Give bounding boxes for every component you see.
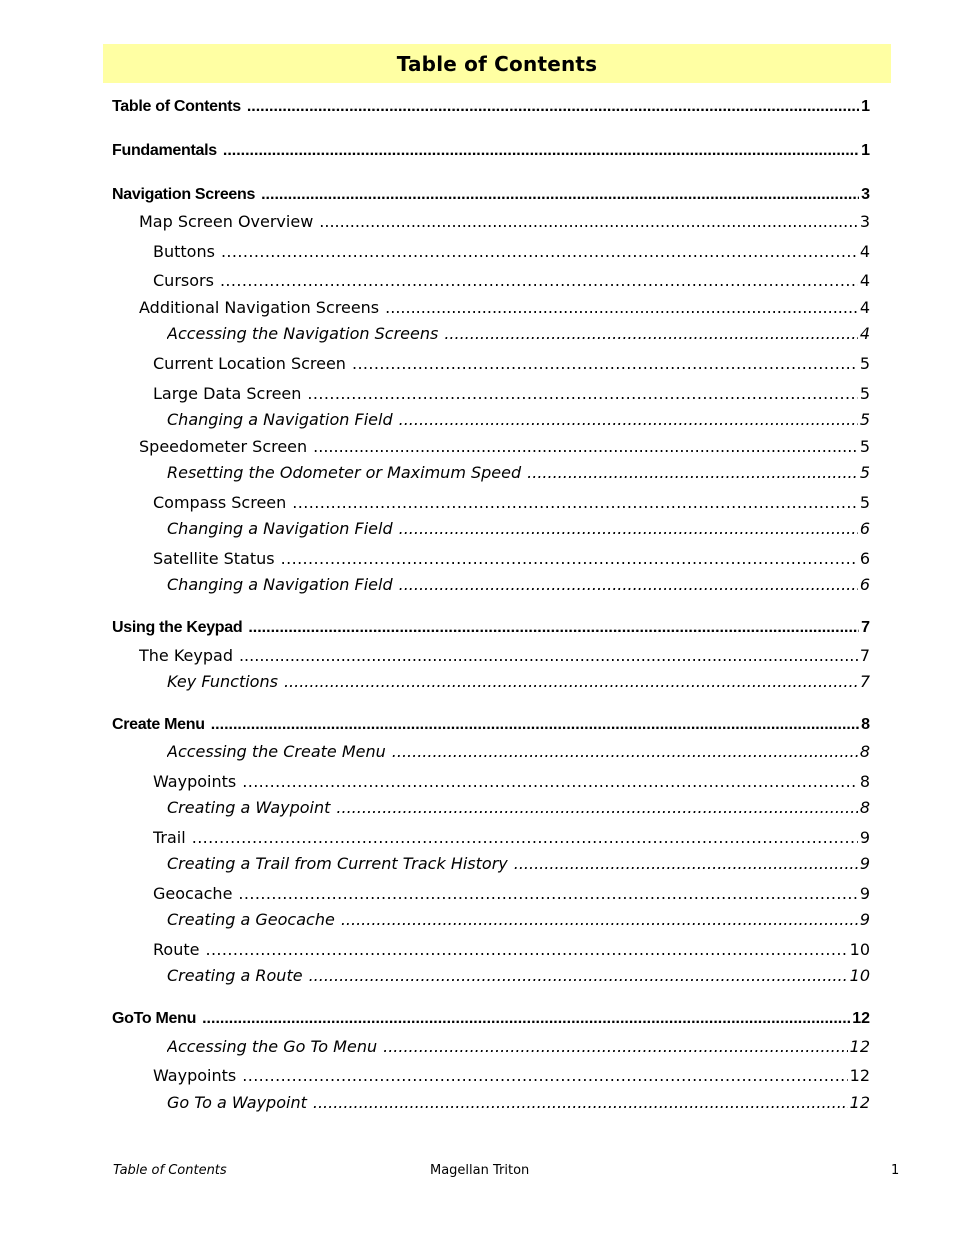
- toc-entry[interactable]: [167, 575, 870, 597]
- toc-entry[interactable]: [139, 437, 870, 459]
- toc-entry-page-number: 9: [859, 910, 870, 929]
- toc-entry-title: Creating a Trail from Current Track History: [167, 854, 508, 873]
- toc-entry[interactable]: [112, 1010, 870, 1032]
- toc-leader-dots: [242, 772, 858, 791]
- toc-entry[interactable]: [153, 354, 870, 376]
- toc-leader-dots: [336, 798, 857, 817]
- toc-entry-title: Resetting the Odometer or Maximum Speed: [167, 463, 522, 482]
- toc-entry-title: The Keypad: [139, 646, 233, 665]
- toc-entry-page-number: 8: [859, 772, 870, 791]
- toc-entry-title: Trail: [153, 828, 186, 847]
- toc-entry[interactable]: [112, 142, 870, 164]
- toc-entry-page-number: 9: [859, 828, 870, 847]
- toc-leader-dots: [211, 716, 859, 734]
- toc-leader-dots: [319, 212, 858, 231]
- toc-entry-title: GoTo Menu: [112, 1010, 197, 1027]
- toc-entry-title: Create Menu: [112, 716, 205, 733]
- toc-entry-page-number: 12: [849, 1093, 870, 1112]
- toc-entry-page-number: 8: [859, 742, 870, 761]
- toc-leader-dots: [309, 966, 848, 985]
- toc-leader-dots: [313, 1093, 848, 1112]
- toc-entry[interactable]: [153, 1066, 870, 1088]
- toc-entry-page-number: 9: [859, 884, 870, 903]
- toc-entry-page-number: 10: [849, 966, 870, 985]
- toc-entry-title: Navigation Screens: [112, 186, 256, 203]
- toc-entry-title: Map Screen Overview: [139, 212, 314, 231]
- toc-entry[interactable]: [153, 549, 870, 571]
- toc-title-banner: [103, 44, 891, 83]
- toc-entry-page-number: 1: [861, 142, 870, 159]
- toc-entry-page-number: 5: [859, 493, 870, 512]
- toc-entry-title: Waypoints: [153, 1066, 237, 1085]
- toc-entry[interactable]: [167, 966, 870, 988]
- toc-entry[interactable]: [167, 1037, 870, 1059]
- toc-entry-page-number: 4: [859, 242, 870, 261]
- toc-entry-page-number: 12: [849, 1037, 870, 1056]
- toc-entry-title: Changing a Navigation Field: [167, 410, 393, 429]
- toc-leader-dots: [399, 410, 858, 429]
- toc-entry-page-number: 8: [859, 798, 870, 817]
- toc-leader-dots: [392, 742, 858, 761]
- toc-entry-title: Additional Navigation Screens: [139, 298, 380, 317]
- toc-entry-page-number: 6: [859, 549, 870, 568]
- toc-leader-dots: [242, 1066, 847, 1085]
- toc-entry[interactable]: [153, 828, 870, 850]
- toc-entry-page-number: 6: [859, 519, 870, 538]
- toc-entry-page-number: 5: [859, 463, 870, 482]
- toc-entry[interactable]: [153, 493, 870, 515]
- footer-section-title: Table of Contents: [113, 1163, 227, 1178]
- toc-entry-page-number: 7: [859, 646, 870, 665]
- toc-leader-dots: [399, 519, 858, 538]
- footer-product-name: Magellan Triton: [430, 1163, 530, 1178]
- toc-entry-page-number: 4: [859, 271, 870, 290]
- toc-leader-dots: [307, 384, 857, 403]
- toc-leader-dots: [239, 646, 858, 665]
- toc-entry-title: Waypoints: [153, 772, 237, 791]
- toc-leader-dots: [281, 549, 858, 568]
- toc-entry[interactable]: [167, 410, 870, 432]
- toc-entry-page-number: 5: [859, 437, 870, 456]
- toc-entry-title: Changing a Navigation Field: [167, 519, 393, 538]
- toc-entry-title: Cursors: [153, 271, 214, 290]
- toc-entry-page-number: 4: [859, 324, 870, 343]
- toc-leader-dots: [292, 493, 858, 512]
- toc-entry-page-number: 5: [859, 384, 870, 403]
- toc-leader-dots: [383, 1037, 848, 1056]
- toc-leader-dots: [220, 271, 858, 290]
- toc-entry-title: Current Location Screen: [153, 354, 346, 373]
- toc-leader-dots: [192, 828, 858, 847]
- toc-leader-dots: [352, 354, 858, 373]
- toc-entry[interactable]: [153, 271, 870, 293]
- toc-leader-dots: [399, 575, 858, 594]
- toc-entry[interactable]: [153, 384, 870, 406]
- toc-entry-title: Creating a Geocache: [167, 910, 335, 929]
- toc-entry-title: Satellite Status: [153, 549, 275, 568]
- footer-page-number: 1: [891, 1163, 900, 1178]
- toc-entry[interactable]: [167, 910, 870, 932]
- toc-entry-page-number: 9: [859, 854, 870, 873]
- toc-entry-page-number: 12: [849, 1066, 870, 1085]
- toc-entry[interactable]: [112, 716, 870, 738]
- toc-entry-page-number: 4: [859, 298, 870, 317]
- toc-entry[interactable]: [153, 940, 870, 962]
- toc-leader-dots: [261, 186, 859, 204]
- toc-entry-title: Changing a Navigation Field: [167, 575, 393, 594]
- toc-entry-page-number: 3: [861, 186, 870, 203]
- toc-entry[interactable]: [153, 772, 870, 794]
- toc-entry[interactable]: [167, 854, 870, 876]
- toc-leader-dots: [284, 672, 858, 691]
- toc-leader-dots: [385, 298, 858, 317]
- toc-entry[interactable]: [139, 646, 870, 668]
- toc-entry-title: Creating a Waypoint: [167, 798, 331, 817]
- toc-entry-title: Using the Keypad: [112, 619, 243, 636]
- toc-leader-dots: [223, 142, 859, 160]
- toc-entry[interactable]: [153, 242, 870, 264]
- toc-entry-title: Buttons: [153, 242, 215, 261]
- toc-entry[interactable]: [167, 672, 870, 694]
- toc-entry-page-number: 12: [852, 1010, 870, 1027]
- toc-entry-page-number: 1: [861, 98, 870, 115]
- toc-leader-dots: [238, 884, 857, 903]
- toc-entry[interactable]: [167, 324, 870, 346]
- toc-entry[interactable]: [139, 298, 870, 320]
- toc-entry-page-number: 6: [859, 575, 870, 594]
- toc-entry[interactable]: [167, 798, 870, 820]
- toc-entry-title: Route: [153, 940, 200, 959]
- toc-leader-dots: [341, 910, 858, 929]
- toc-entry-title: Go To a Waypoint: [167, 1093, 307, 1112]
- toc-entry-page-number: 10: [849, 940, 870, 959]
- toc-entry-page-number: 7: [861, 619, 870, 636]
- toc-entry[interactable]: [167, 1093, 870, 1115]
- toc-entry-title: Large Data Screen: [153, 384, 302, 403]
- toc-entry-page-number: 8: [861, 716, 870, 733]
- toc-entry[interactable]: [167, 519, 870, 541]
- toc-entry-title: Accessing the Create Menu: [167, 742, 386, 761]
- page-title: Table of Contents: [396, 51, 598, 76]
- toc-entry-title: Table of Contents: [112, 98, 241, 115]
- toc-entry-title: Geocache: [153, 884, 233, 903]
- toc-entry-page-number: 3: [859, 212, 870, 231]
- toc-leader-dots: [221, 242, 858, 261]
- toc-entry-title: Key Functions: [167, 672, 278, 691]
- toc-entry[interactable]: [112, 98, 870, 120]
- toc-leader-dots: [444, 324, 858, 343]
- toc-entry-title: Accessing the Go To Menu: [167, 1037, 378, 1056]
- toc-entry-title: Fundamentals: [112, 142, 217, 159]
- toc-entry[interactable]: [167, 463, 870, 485]
- toc-entry[interactable]: [139, 212, 870, 234]
- toc-leader-dots: [514, 854, 858, 873]
- toc-entry[interactable]: [167, 742, 870, 764]
- toc-entry-title: Creating a Route: [167, 966, 303, 985]
- toc-entry[interactable]: [112, 619, 870, 641]
- toc-leader-dots: [313, 437, 858, 456]
- toc-entry-page-number: 5: [859, 354, 870, 373]
- toc-entry-page-number: 7: [859, 672, 870, 691]
- toc-entry-title: Speedometer Screen: [139, 437, 308, 456]
- toc-entry-title: Accessing the Navigation Screens: [167, 324, 439, 343]
- toc-leader-dots: [202, 1010, 850, 1028]
- toc-leader-dots: [527, 463, 858, 482]
- toc-leader-dots: [248, 619, 859, 637]
- toc-leader-dots: [247, 98, 859, 116]
- toc-entry-title: Compass Screen: [153, 493, 287, 512]
- toc-entry[interactable]: [112, 186, 870, 208]
- toc-entry-page-number: 5: [859, 410, 870, 429]
- toc-leader-dots: [205, 940, 847, 959]
- toc-entry[interactable]: [153, 884, 870, 906]
